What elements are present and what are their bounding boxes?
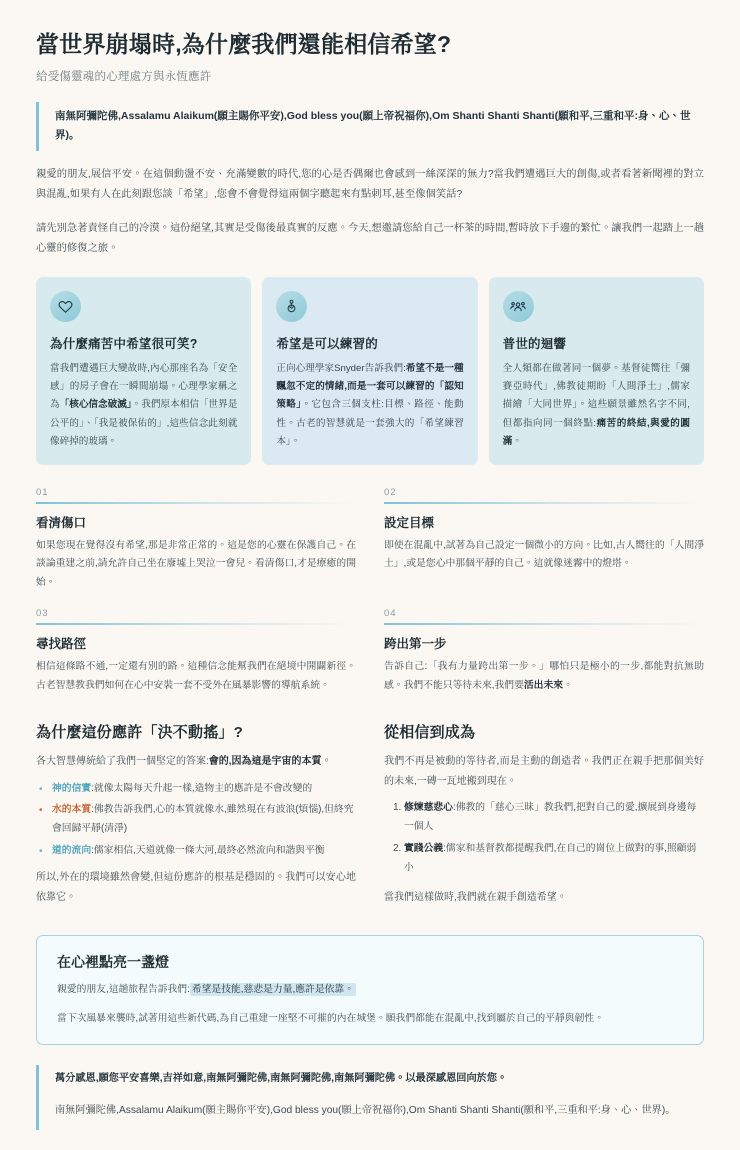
step-body: 告訴自己:「我有力量跨出第一步。」哪怕只是極小的一步,都能對抗無助感。我們不能只等待未來,我們要活出未來。 (384, 660, 704, 691)
concept-cards (36, 277, 704, 465)
people-group-icon (503, 291, 534, 322)
footer-blessing-quote (36, 1065, 704, 1130)
step-body: 如果您現在覺得沒有希望,那是非常正常的。這是您的心靈在保護自己。在談論重建之前,請允許自己坐在廢墟上哭泣一會兒。看清傷口,才是療癒的開始。 (36, 539, 356, 588)
step-02 (384, 487, 704, 608)
footer-closing: 南無阿彌陀佛,Assalamu Alaikum(願主賜你平安),God bless you(願上帝祝福你),Om Shanti Shanti Shanti(願和平,三重和平:身、心、世界)。 (55, 1104, 676, 1116)
heart-icon (50, 291, 81, 322)
item-label: 實踐公義 (404, 843, 444, 855)
bullet-label: 神的信實 (52, 782, 92, 794)
belief-sections (36, 721, 704, 915)
opening-blessing-quote (36, 102, 704, 151)
card-body: 當我們遭遇巨大變故時,內心那座名為「安全感」的房子會在一瞬間崩塌。心理學家稱之為「核心信念破滅」。我們原本相信「世界是公平的」、「我是被保佑的」,這些信念此刻就像碎掉的玻璃。 (50, 363, 238, 447)
bullet-label: 水的本質 (52, 804, 92, 816)
step-title: 看清傷口 (36, 515, 87, 530)
step-03 (36, 608, 356, 711)
list-item (36, 842, 356, 861)
step-title: 設定目標 (384, 515, 435, 530)
intro-paragraph-1: 親愛的朋友,展信平安。在這個動盪不安、充滿變數的時代,您的心是否偶爾也會感到一絲深深的無力?當我們遭遇巨大的創傷,或者看著新聞裡的對立與混亂,如果有人在此刻跟您談「希望」,您會不會覺得這兩個字聽起來有點刺耳,甚至像個笑話? (36, 168, 704, 200)
section-title: 為什麼這份應許「決不動搖」? (36, 724, 243, 742)
section-closing: 所以,外在的環境雖然會變,但這份應許的根基是穩固的。我們可以安心地依靠它。 (36, 872, 356, 903)
section-from-belief-to-becoming (384, 721, 704, 915)
card-universal-echo (489, 277, 704, 465)
item-text: :佛教的「慈心三昧」教我們,把對自己的愛,擴展到身邊每一個人 (404, 802, 697, 832)
callout-paragraph-2: 當下次風暴來襲時,試著用這些新代碼,為自己重建一座堅不可摧的內在城堡。願我們都能在混亂中,找到屬於自己的平靜與韌性。 (57, 1013, 604, 1025)
step-01 (36, 487, 356, 608)
step-body: 相信這條路不通,一定還有別的路。這種信念能幫我們在絕境中開闢新徑。古老智慧教我們如何在心中安裝一套不受外在風暴影響的導航系統。 (36, 660, 356, 691)
card-title: 為什麼痛苦中希望很可笑? (50, 337, 198, 352)
callout-paragraph-1 (57, 980, 683, 999)
callout-title: 在心裡點亮一盞燈 (57, 954, 169, 971)
step-title: 跨出第一步 (384, 636, 447, 651)
step-body: 即使在混亂中,試著為自己設定一個微小的方向。比如,古人嚮往的「人間淨土」,或是您心中那個平靜的自己。這就像迷霧中的燈塔。 (384, 539, 704, 570)
card-body: 全人類都在做著同一個夢。基督徒嚮往「彌賽亞時代」,佛教徒期盼「人間淨土」,儒家描繪「大同世界」。這些願景雖然名字不同,但都指向同一個終點:痛苦的終結,與愛的圓滿。 (502, 363, 690, 447)
page-subtitle: 給受傷靈魂的心理處方與永恆應許 (36, 70, 212, 83)
section-closing: 當我們這樣做時,我們就在親手創造希望。 (384, 891, 567, 903)
section-unshakeable-promise (36, 721, 356, 915)
step-title: 尋找路徑 (36, 636, 87, 651)
step-divider (384, 502, 704, 504)
step-divider (36, 623, 356, 625)
step-number: 03 (36, 608, 49, 620)
callout-light-a-lamp (36, 935, 704, 1045)
step-04 (384, 608, 704, 711)
card-title: 普世的迴響 (502, 337, 567, 352)
card-hope-is-practicable (262, 277, 477, 465)
step-number: 02 (384, 487, 397, 499)
step-divider (36, 502, 356, 504)
section-lead: 我們不再是被動的等待者,而是主動的創造者。我們正在親手把那個美好的未來,一磚一瓦地搬到現在。 (384, 756, 704, 787)
bullet-label: 道的流向 (52, 844, 92, 856)
section-title: 從相信到成為 (384, 724, 476, 742)
page-title: 當世界崩塌時,為什麼我們還能相信希望? (36, 31, 452, 57)
list-item (404, 799, 704, 836)
card-why-hope-absurd (36, 277, 251, 465)
intro-paragraph-2: 請先別急著責怪自己的冷漠。這份絕望,其實是受傷後最真實的反應。今天,想邀請您給自己一杯茶的時間,暫時放下手邊的繁忙。讓我們一起踏上一趟心靈的修復之旅。 (36, 222, 704, 254)
step-number: 04 (384, 608, 397, 620)
list-item (404, 840, 704, 877)
footer-blessing: 萬分感恩,願您平安喜樂,吉祥如意,南無阿彌陀佛,南無阿彌陀佛,南無阿彌陀佛。以最深感恩回向於您。 (55, 1073, 508, 1085)
practice-numbered-list (384, 799, 704, 877)
practice-steps (36, 487, 704, 711)
callout-text-before: 親愛的朋友,這趟旅程告訴我們: (57, 984, 190, 996)
list-item (36, 780, 356, 799)
tradition-bullet-list (36, 780, 356, 860)
list-item (36, 801, 356, 838)
bullet-text: :就像太陽每天升起一樣,造物主的應許是不會改變的 (91, 782, 313, 794)
opening-blessing-text: 南無阿彌陀佛,Assalamu Alaikum(願主賜你平安),God bless you(願上帝祝福你),Om Shanti Shanti Shanti(願和平,三重和平:身、心、世界)。 (55, 109, 691, 142)
card-body: 正向心理學家Snyder告訴我們:希望不是一種飄忽不定的情緒,而是一套可以練習的「認知策略」。它包含三個支柱:目標、路徑、能動性。古老的智慧就是一套強大的「希望練習本」。 (276, 363, 464, 447)
bullet-text: :佛教告訴我們,心的本質就像水,雖然現在有波浪(煩惱),但終究會回歸平靜(清淨) (52, 804, 354, 834)
callout-highlight: 希望是技能,慈悲是力量,應許是依靠。 (191, 984, 355, 996)
step-divider (384, 623, 704, 625)
item-label: 修煉慈悲心 (404, 802, 453, 814)
step-number: 01 (36, 487, 49, 499)
meditation-icon (276, 291, 307, 322)
bullet-text: :儒家相信,天道就像一條大河,最終必然流向和諧與平衡 (91, 844, 325, 856)
item-text: :儒家和基督教都提醒我們,在自己的崗位上做對的事,照顧弱小 (404, 843, 697, 874)
section-lead: 各大智慧傳統給了我們一個堅定的答案:會的,因為這是宇宙的本質。 (36, 756, 332, 768)
card-title: 希望是可以練習的 (276, 337, 378, 352)
